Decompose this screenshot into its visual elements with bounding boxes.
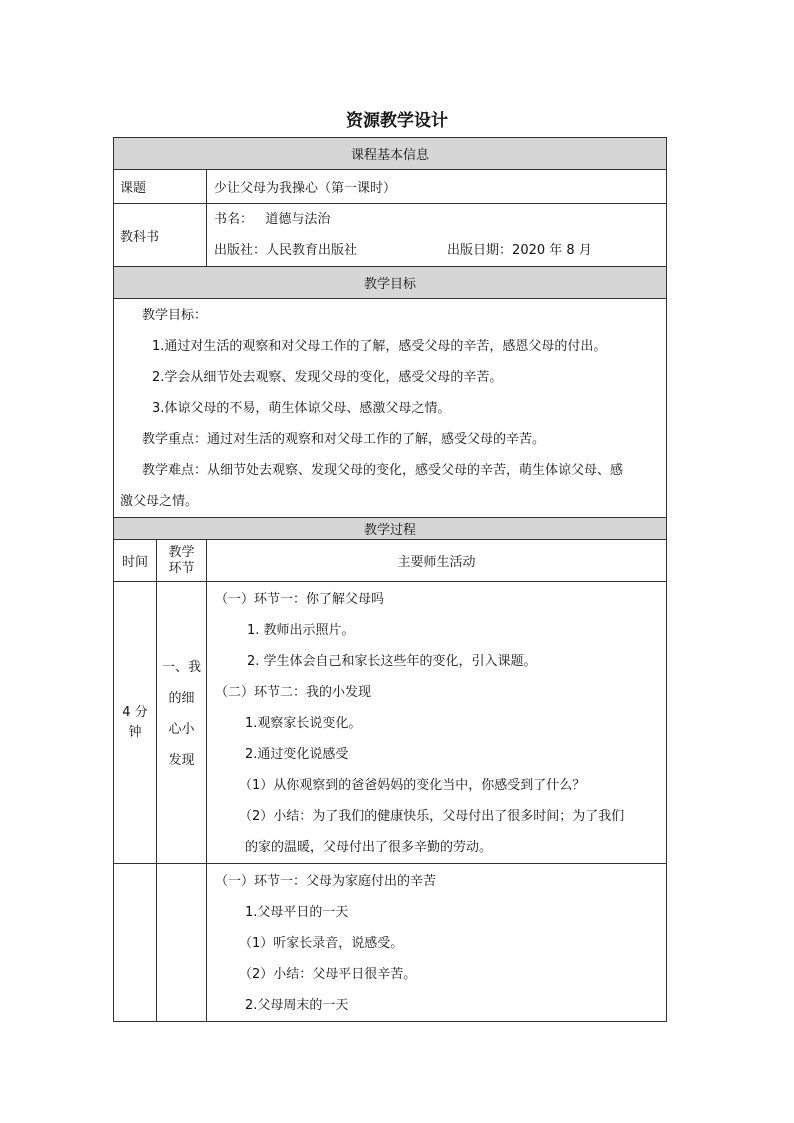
activity-line: （1）听家长录音，说感受。 bbox=[239, 936, 404, 951]
row1-segment-line: 心小 bbox=[168, 722, 195, 737]
row2-time bbox=[114, 864, 157, 1022]
activity-line: （二）环节二：我的小发现 bbox=[215, 685, 372, 700]
col-segment bbox=[157, 540, 207, 582]
row1-time bbox=[114, 582, 157, 864]
activity-line: 1.观察家长说变化。 bbox=[245, 716, 362, 731]
topic-row bbox=[114, 170, 667, 204]
activity-line: （一）环节一：你了解父母吗 bbox=[215, 592, 385, 607]
col-activity: 主要师生活动 bbox=[207, 540, 667, 582]
objectives-body bbox=[114, 299, 667, 518]
book-name-value: 道德与法治 bbox=[265, 212, 331, 227]
process-header-row bbox=[114, 518, 667, 540]
row1-time-line-2: 钟 bbox=[128, 724, 142, 740]
row1-segment-line: 一、我 bbox=[161, 660, 201, 675]
objectives-header-row bbox=[114, 267, 667, 299]
publisher-line bbox=[214, 235, 666, 266]
row1-segment-text bbox=[157, 582, 206, 776]
pub-date-value: 2020 年 8 月 bbox=[512, 243, 592, 258]
activity-line: 2.通过变化说感受 bbox=[245, 747, 349, 762]
objective-line: 教学难点：从细节处去观察、发现父母的变化，感受父母的辛苦，萌生体谅父母、感 bbox=[142, 463, 624, 478]
book-name-label: 书名： bbox=[214, 212, 254, 227]
lesson-plan-table bbox=[113, 137, 667, 1022]
objective-line: 教学目标： bbox=[142, 308, 208, 323]
row1-segment-line: 的细 bbox=[168, 691, 195, 706]
activity-line: （一）环节一：父母为家庭付出的辛苦 bbox=[215, 874, 437, 889]
row1-segment-line: 发现 bbox=[168, 753, 195, 768]
activity-line: 2. 学生体会自己和家长这些年的变化，引入课题。 bbox=[247, 654, 537, 669]
activity-line: 2.父母周末的一天 bbox=[245, 998, 349, 1013]
row2-segment bbox=[157, 864, 207, 1022]
page-title: 资源教学设计 bbox=[346, 111, 448, 131]
topic-value: 少让父母为我操心（第一课时） bbox=[207, 170, 667, 204]
objective-line: 激父母之情。 bbox=[120, 494, 199, 509]
activity-line: 1. 教师出示照片。 bbox=[247, 623, 355, 638]
activity-line: 的家的温暖，父母付出了很多辛勤的劳动。 bbox=[245, 840, 493, 855]
row1-time-line-1: 4 分 bbox=[122, 704, 148, 720]
row1-activities bbox=[207, 582, 667, 864]
row1-segment bbox=[157, 582, 207, 864]
objective-line: 教学重点：通过对生活的观察和对父母工作的了解，感受父母的辛苦。 bbox=[142, 432, 546, 447]
process-header: 教学过程 bbox=[114, 518, 667, 540]
col-segment-line-2: 环节 bbox=[168, 560, 195, 576]
course-info-header-row bbox=[114, 138, 667, 170]
topic-label: 课题 bbox=[114, 170, 207, 204]
col-time: 时间 bbox=[114, 540, 157, 582]
activity-line: （2）小结：父母平日很辛苦。 bbox=[239, 967, 417, 982]
objective-line: 1.通过对生活的观察和对父母工作的了解，感受父母的辛苦，感恩父母的付出。 bbox=[152, 339, 607, 354]
book-name-line bbox=[214, 204, 666, 235]
process-columns-row bbox=[114, 540, 667, 582]
objectives-header: 教学目标 bbox=[114, 267, 667, 299]
textbook-label: 教科书 bbox=[114, 204, 207, 267]
course-info-header: 课程基本信息 bbox=[114, 138, 667, 170]
activity-line: 1.父母平日的一天 bbox=[245, 905, 349, 920]
pub-date-label: 出版日期： bbox=[447, 243, 513, 258]
objective-line: 3.体谅父母的不易，萌生体谅父母、感激父母之情。 bbox=[152, 401, 451, 416]
activity-line: （2）小结：为了我们的健康快乐，父母付出了很多时间；为了我们 bbox=[239, 809, 625, 824]
row2-activities bbox=[207, 864, 667, 1022]
publisher-value: 人民教育出版社 bbox=[266, 243, 358, 258]
textbook-details bbox=[207, 204, 667, 267]
process-row-2 bbox=[114, 864, 667, 1022]
objective-line: 2.学会从细节处去观察、发现父母的变化，感受父母的辛苦。 bbox=[152, 370, 503, 385]
activity-line: （1）从你观察到的爸爸妈妈的变化当中，你感受到了什么？ bbox=[239, 778, 586, 793]
process-row-1 bbox=[114, 582, 667, 864]
objectives-row bbox=[114, 299, 667, 518]
col-segment-line-1: 教学 bbox=[168, 544, 195, 560]
publisher-label: 出版社： bbox=[214, 243, 267, 258]
textbook-row bbox=[114, 204, 667, 267]
